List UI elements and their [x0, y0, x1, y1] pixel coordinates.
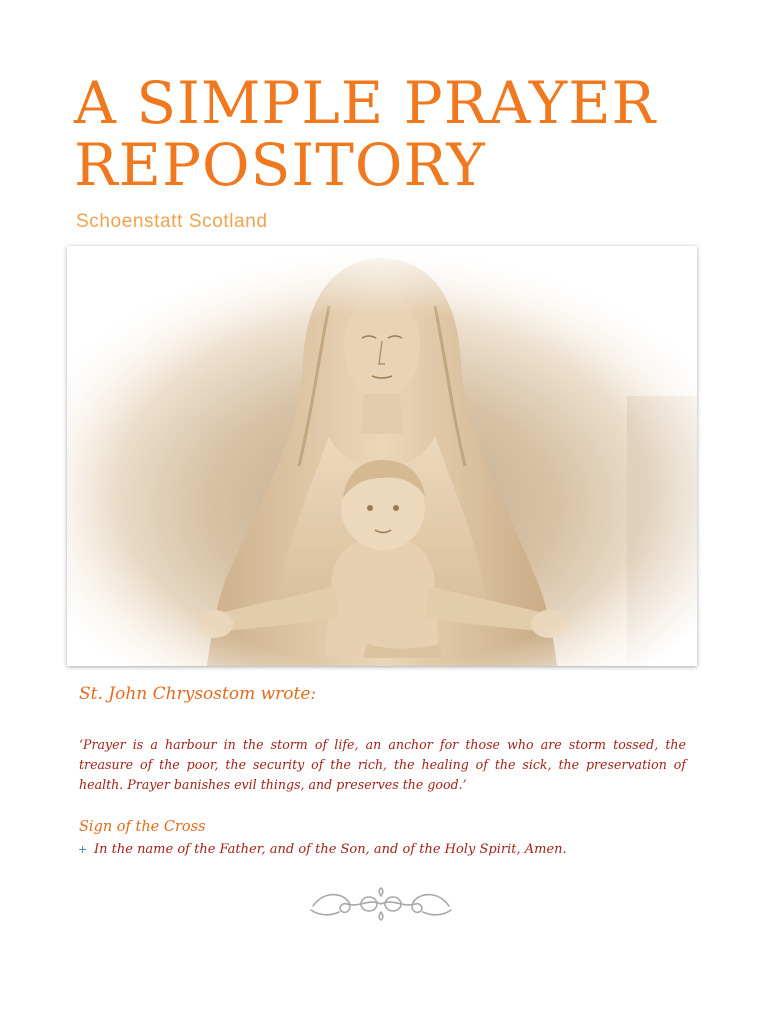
- section-heading-sign-of-cross: Sign of the Cross: [79, 819, 206, 835]
- title-line-1: A SIMPLE PRAYER: [74, 69, 657, 137]
- plus-bullet-icon: +: [78, 843, 88, 856]
- document-subtitle: Schoenstatt Scotland: [76, 211, 268, 232]
- quote-heading: St. John Chrysostom wrote:: [79, 684, 317, 704]
- flourish-divider-icon: [309, 886, 453, 922]
- title-line-2: REPOSITORY: [74, 131, 486, 199]
- chrysostom-quote: ‘Prayer is a harbour in the storm of life, an anchor for those who are storm tossed, the treasure of the poor, the security of the rich, the healing of the sick, the preservation of health. Prayer banishes evil things, and preserves the good.’: [79, 737, 686, 792]
- madonna-statue-photo: [67, 246, 697, 666]
- prayer-list-item: [78, 842, 718, 857]
- document-title: [74, 69, 714, 199]
- prayer-text: In the name of the Father, and of the Son, and of the Holy Spirit, Amen.: [94, 842, 567, 857]
